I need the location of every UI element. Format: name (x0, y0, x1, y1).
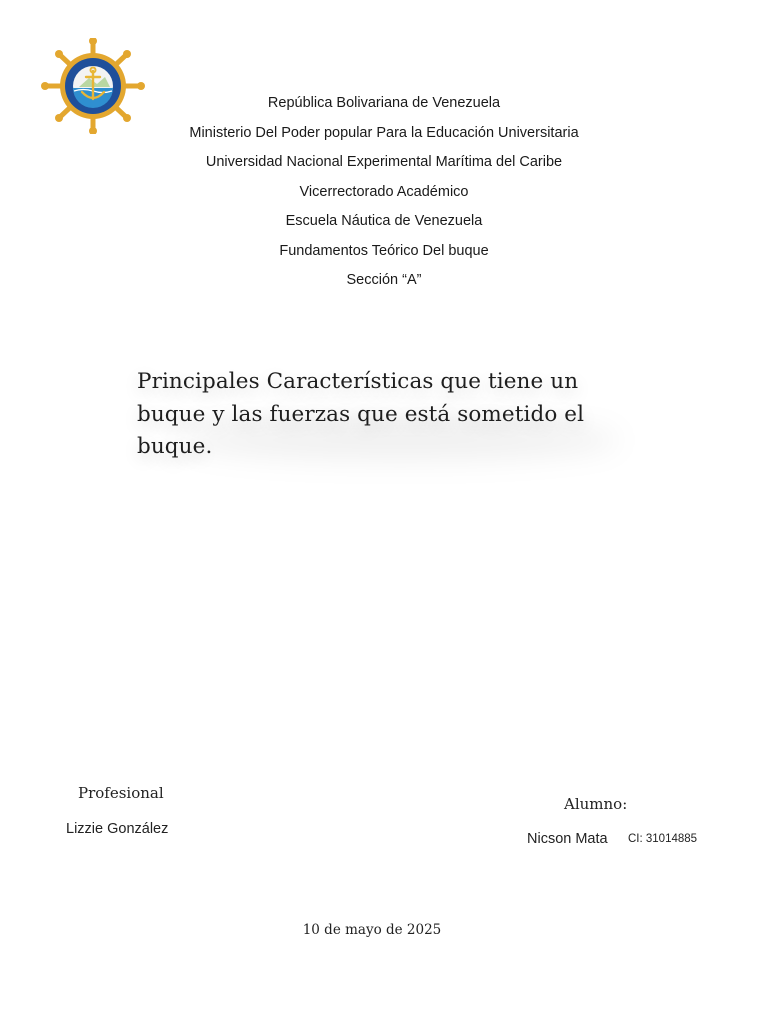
alumno-heading: Alumno: (564, 795, 628, 813)
title-line-3: buque. (137, 434, 213, 459)
header-line-escuela: Escuela Náutica de Venezuela (285, 213, 483, 229)
profesional-name: Lizzie González (66, 821, 169, 837)
header-line-republica: República Bolivariana de Venezuela (267, 95, 501, 111)
header-line-ministerio: Ministerio Del Poder popular Para la Educación Universitaria (189, 124, 579, 141)
document-title (137, 366, 677, 464)
title-line-2: buque y las fuerzas que está sometido el (137, 401, 585, 427)
profesional-heading: Profesional (78, 784, 164, 802)
institution-header (0, 89, 768, 296)
title-line-1: Principales Características que tiene un (137, 369, 579, 394)
header-line-asignatura: Fundamentos Teórico Del buque (279, 242, 489, 259)
document-date: 10 de mayo de 2025 (302, 922, 442, 938)
header-line-universidad: Universidad Nacional Experimental Marítima del Caribe (205, 154, 563, 170)
alumno-ci: CI: 31014885 (628, 833, 698, 845)
alumno-name: Nicson Mata (527, 831, 608, 847)
header-line-vicerrectorado: Vicerrectorado Académico (299, 183, 469, 200)
header-line-seccion: Sección “A” (346, 272, 422, 288)
